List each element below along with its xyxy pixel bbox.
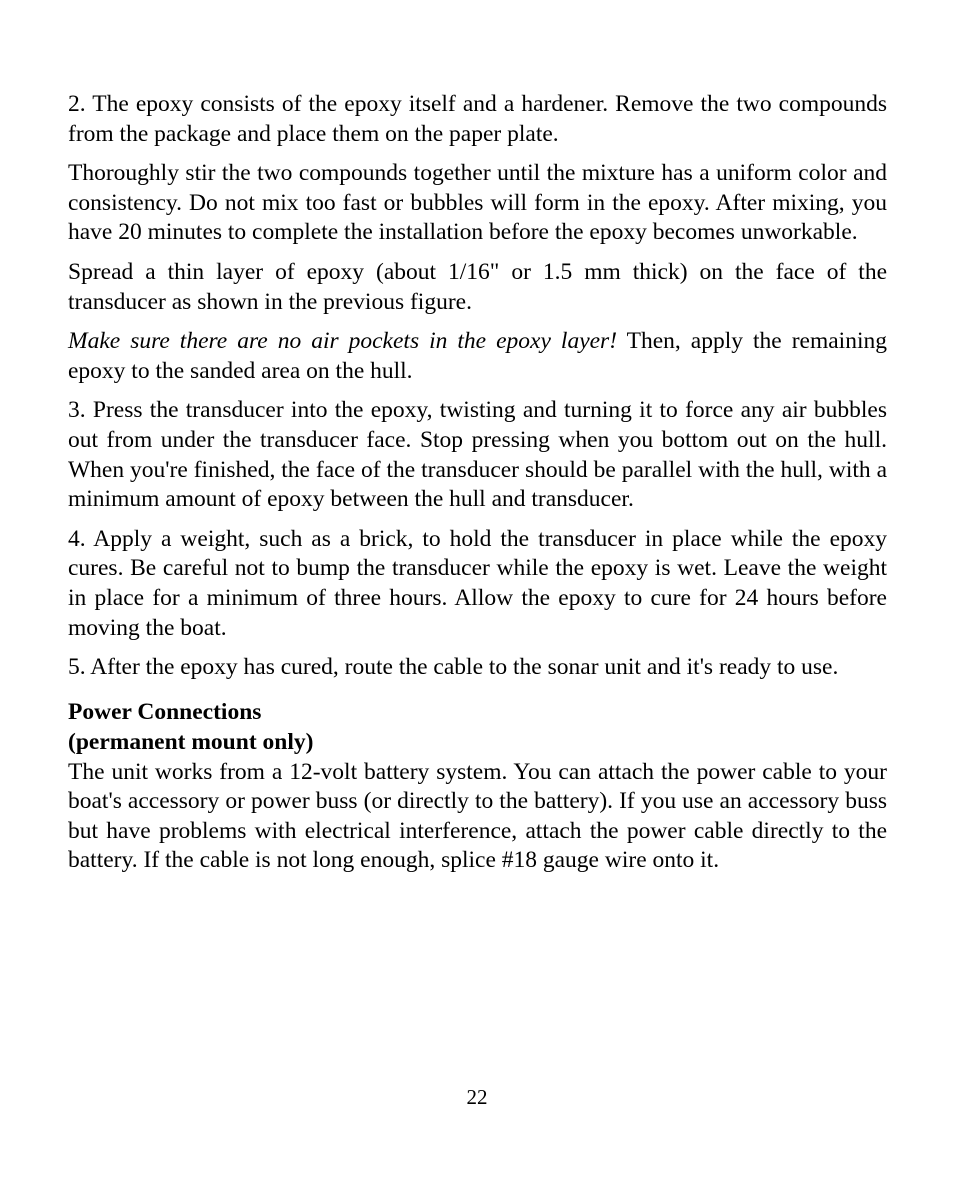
paragraph-power-connections: The unit works from a 12-volt battery system. You can attach the power cable to your boat's accessory or power buss (or directly to the battery). If you use an accessory buss but have problems with electrical interference, attach the power cable directly to the battery. If the cable is not long enough, splice #18 gauge wire onto it.	[68, 758, 887, 874]
section-heading-subtitle: (permanent mount only)	[68, 729, 314, 756]
paragraph-step-3: 3. Press the transducer into the epoxy, twisting and turning it to force any air bubbles out from under the transducer face. Stop pressing when you bottom out on the hull. When you're finished, the face of the transducer should be parallel with the hull, with a minimum amount of epoxy between the hull and transducer.	[68, 397, 887, 513]
section-heading-title: Power Connections	[68, 698, 262, 725]
air-pocket-warning-emphasis: Make sure there are no air pockets in the epoxy layer!	[68, 328, 618, 355]
paragraph-step-2: 2. The epoxy consists of the epoxy itself and a hardener. Remove the two compounds from the package and place them on the paper plate.	[68, 91, 887, 147]
paragraph-air-pocket-warning	[68, 327, 887, 386]
paragraph-spread-epoxy: Spread a thin layer of epoxy (about 1/16" or 1.5 mm thick) on the face of the transducer as shown in the previous figure.	[68, 258, 887, 315]
paragraph-step-4: 4. Apply a weight, such as a brick, to hold the transducer in place while the epoxy cures. Be careful not to bump the transducer while the epoxy is wet. Leave the weight in place for a minimum of three hours. Allow the epoxy to cure for 24 hours before moving the boat.	[68, 525, 887, 641]
paragraph-step-5: 5. After the epoxy has cured, route the cable to the sonar unit and it's ready to use.	[68, 654, 839, 681]
page-number: 22	[466, 1085, 488, 1109]
power-connections-heading	[68, 697, 887, 758]
air-pocket-warning-rest: Then, apply the remaining epoxy to the sanded area on the hull.	[68, 328, 887, 384]
manual-page-body	[68, 90, 887, 886]
paragraph-stir-epoxy: Thoroughly stir the two compounds together until the mixture has a uniform color and consistency. Do not mix too fast or bubbles will form in the epoxy. After mixing, you have 20 minutes to complete the installation before the epoxy becomes unworkable.	[68, 160, 887, 246]
